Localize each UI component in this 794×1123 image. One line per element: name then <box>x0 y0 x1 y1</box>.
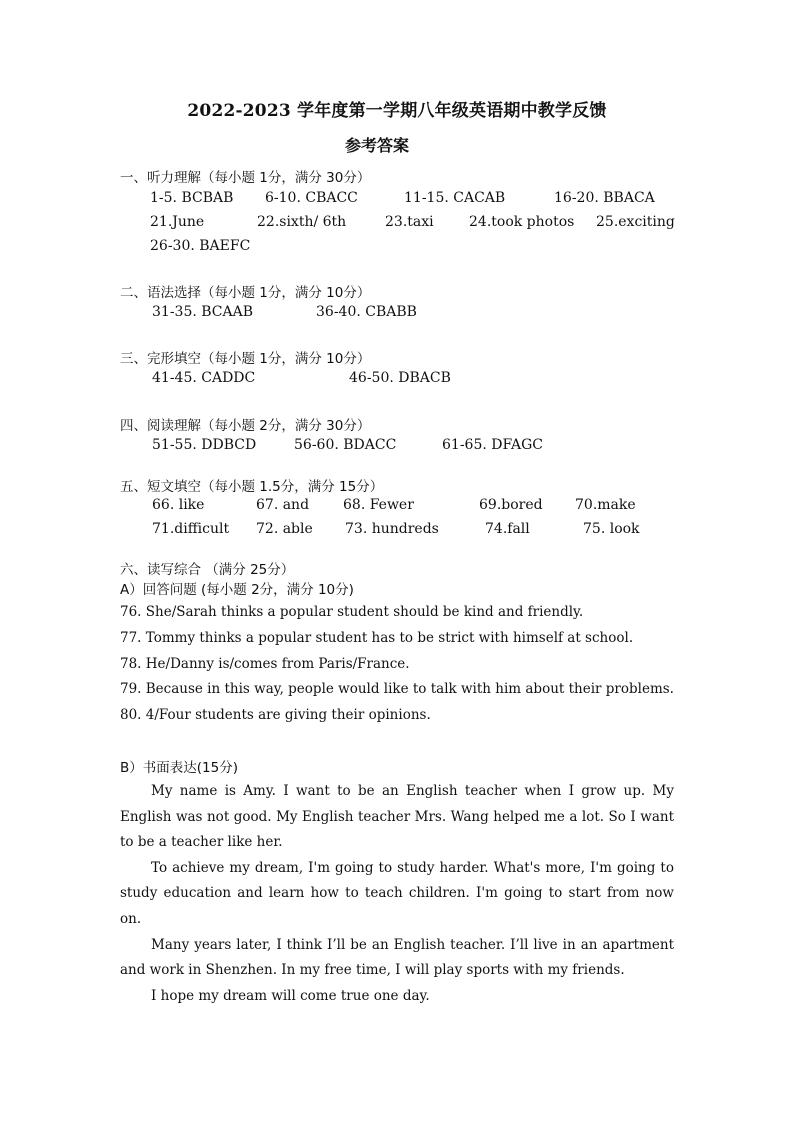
answer-group: 41-45. CADDC <box>152 370 256 386</box>
section-reading-heading: 四、阅读理解（每小题 2分，满分 30分） <box>120 418 371 434</box>
section-passage-fill-heading: 五、短文填空（每小题 1.5分，满分 15分） <box>120 479 384 495</box>
part-b-heading: B）书面表达(15分) <box>120 760 238 776</box>
answer-item: 69.bored <box>479 497 543 513</box>
answer-group: 61-65. DFAGC <box>442 437 543 453</box>
essay-paragraph: Many years later, I think I’ll be an English teacher. I’ll live in an apartment and work in Shenzhen. In my free time, I will play sports with my friends. <box>120 936 674 979</box>
answer-item: 21.June <box>150 214 205 230</box>
section-listening-heading: 一、听力理解（每小题 1分，满分 30分） <box>120 170 371 186</box>
answer-item: 22.sixth/ 6th <box>257 214 347 230</box>
answer-item: 23.taxi <box>385 214 434 230</box>
answer-item: 66. like <box>152 497 205 513</box>
answer-group: 1-5. BCBAB <box>150 190 234 206</box>
essay-paragraph: My name is Amy. I want to be an English teacher when I grow up. My English was not good. My English teacher Mrs. Wang helped me a lot. So I want to be a teacher like her. <box>120 783 674 851</box>
answer-group: 51-55. DDBCD <box>152 437 257 453</box>
answer-item: 25.exciting <box>596 214 675 230</box>
answer-group: 6-10. CBACC <box>265 190 358 206</box>
answer-group: 16-20. BBACA <box>554 190 655 206</box>
section-grammar-heading: 二、语法选择（每小题 1分，满分 10分） <box>120 285 371 301</box>
answer-group: 26-30. BAEFC <box>150 238 251 254</box>
answer-line-77: 77. Tommy thinks a popular student has to be strict with himself at school. <box>120 630 634 646</box>
answer-item: 75. look <box>583 521 640 537</box>
answer-item: 68. Fewer <box>343 497 414 513</box>
answer-group: 36-40. CBABB <box>316 304 417 320</box>
part-a-heading: A）回答问题 (每小题 2分，满分 10分) <box>120 582 354 598</box>
answer-item: 74.fall <box>485 521 530 537</box>
answer-item: 73. hundreds <box>345 521 439 537</box>
document-subtitle: 参考答案 <box>345 136 410 155</box>
answer-item: 70.make <box>575 497 636 513</box>
answer-line-79: 79. Because in this way, people would like to talk with him about their problems. <box>120 681 674 697</box>
essay-paragraph: I hope my dream will come true one day. <box>151 987 430 1004</box>
answer-line-78: 78. He/Danny is/comes from Paris/France. <box>120 656 410 672</box>
answer-group: 31-35. BCAAB <box>152 304 254 320</box>
answer-group: 11-15. CACAB <box>404 190 506 206</box>
answer-item: 24.took photos <box>469 214 575 230</box>
answer-line-80: 80. 4/Four students are giving their opinions. <box>120 707 431 723</box>
document-title: 2022-2023 学年度第一学期八年级英语期中教学反馈 <box>187 101 607 121</box>
answer-line-76: 76. She/Sarah thinks a popular student should be kind and friendly. <box>120 604 584 620</box>
answer-item: 72. able <box>256 521 313 537</box>
essay-paragraph: To achieve my dream, I'm going to study harder. What's more, I'm going to study education and learn how to teach children. I'm going to start from now on. <box>120 859 674 927</box>
answer-group: 56-60. BDACC <box>294 437 397 453</box>
answer-item: 71.difficult <box>152 521 230 537</box>
answer-item: 67. and <box>256 497 310 513</box>
model-essay <box>120 779 674 1009</box>
section-reading-writing-heading: 六、读写综合 （满分 25分） <box>120 562 295 578</box>
section-cloze-heading: 三、完形填空（每小题 1分，满分 10分） <box>120 351 371 367</box>
answer-group: 46-50. DBACB <box>349 370 451 386</box>
